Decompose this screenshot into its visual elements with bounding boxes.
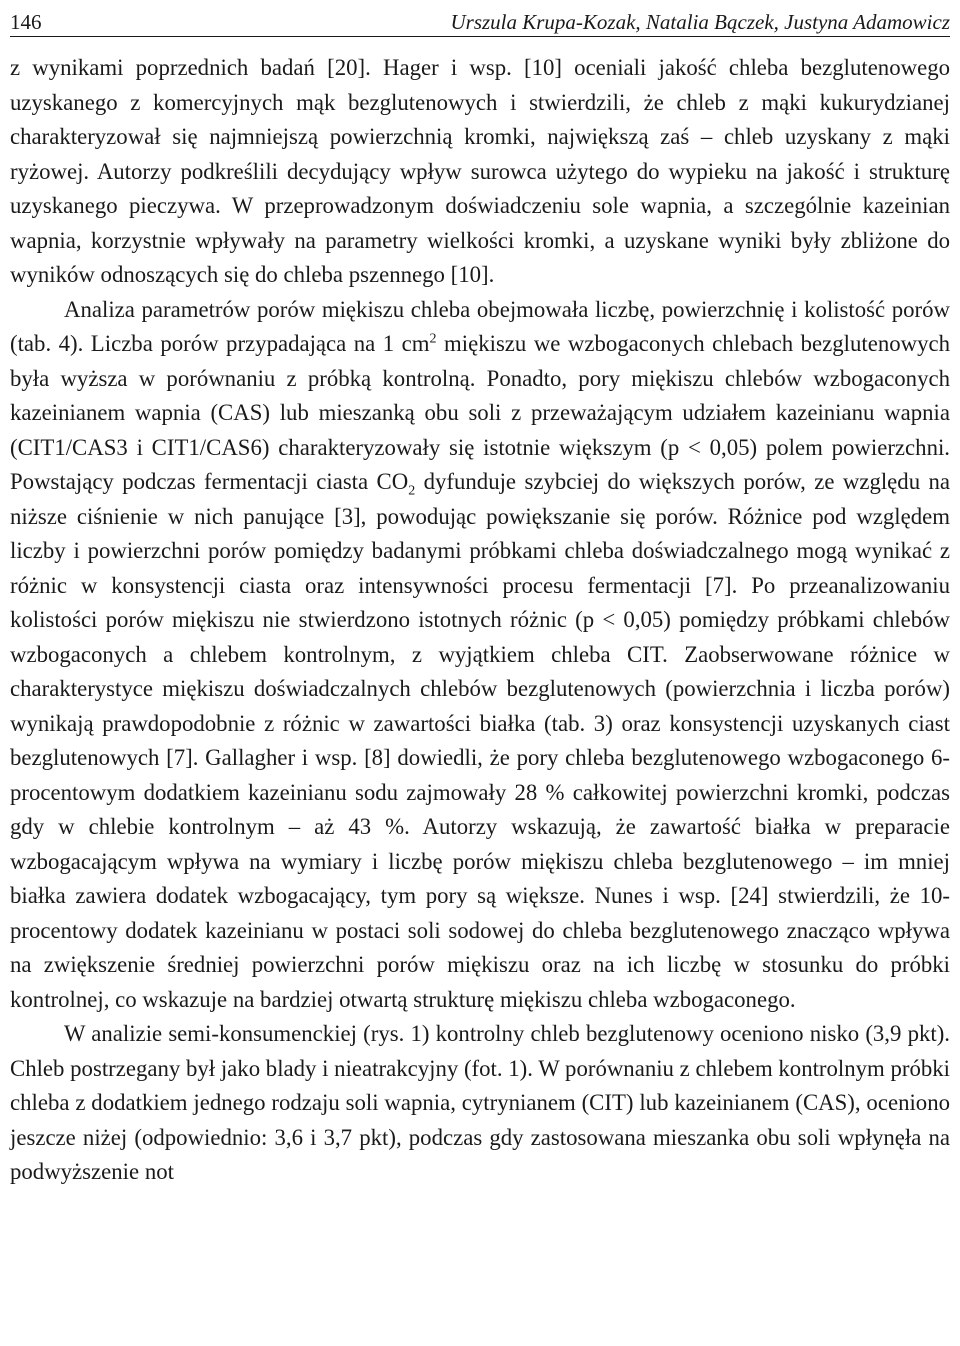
paragraph-2-part-3: dyfunduje szybciej do większych porów, ze względu na niższe ciśnienie w nich panujące [3], powodując powiększanie się porów. Różnice pod względem liczby i powierzchni porów pomiędzy badanymi próbkami chleba doświadczalnego mogą wynikać z różnic w konsystencji ciasta oraz intensywności procesu fermentacji [7]. Po przeanalizowaniu kolistości porów miękiszu nie stwierdzono istotnych różnic (p < 0,05) pomiędzy próbkami chlebów wzbogaconych a chlebem kontrolnym, z wyjątkiem chleba CIT. Zaobserwowane różnice w charakterystyce miękiszu doświadczalnych chlebów bezglutenowych (powierzchnia i liczba porów) wynikają prawdopodobnie z różnic w zawartości białka (tab. 3) oraz konsystencji uzyskanych ciast bezglutenowych [7]. Gallagher i wsp. [8] dowiedli, że pory chleba bezglutenowego wzbogaconego 6-procentowym dodatkiem kazeinianu sodu zajmowały 28 % całkowitej powierzchni kromki, podczas gdy w chlebie kontrolnym – aż 43 %. Autorzy wskazują, że zawartość białka w preparacie wzbogacającym wpływa na wymiary i liczbę porów miękiszu chleba bezglutenowego – im mniej białka zawiera dodatek wzbogacający, tym pory są większe. Nunes i wsp. [24] stwierdzili, że 10-procentowy dodatek kazeinianu w postaci soli sodowej do chleba bezglutenowego znacząco wpływa na zwiększenie średniej powierzchni porów miękiszu oraz na ich liczbę w stosunku do próbki kontrolnej, co wskazuje na bardziej otwartą strukturę miękiszu chleba wzbogaconego.	[10, 469, 951, 1012]
running-head-authors: Urszula Krupa-Kozak, Natalia Bączek, Justyna Adamowicz	[450, 10, 950, 34]
paragraph-1: z wynikami poprzednich badań [20]. Hager i wsp. [10] oceniali jakość chleba bezglutenowego uzyskanego z komercyjnych mąk bezglutenowych i stwierdzili, że chleb z mąki kukurydzianej charakteryzował się najmniejszą powierzchnią kromki, największą zaś – chleb uzyskany z mąki ryżowej. Autorzy podkreślili decydujący wpływ surowca użytego do wypieku na jakość i strukturę uzyskanego pieczywa. W przeprowadzonym doświadczeniu sole wapnia, a szczególnie kazeinian wapnia, korzystnie wpływały na parametry wielkości kromki, a uzyskane wyniki były zbliżone do wyników odnoszących się do chleba pszennego [10].	[10, 55, 950, 287]
subscript-2: 2	[408, 483, 416, 499]
paragraph-2-part-1: Analiza parametrów porów miękiszu chleba obejmowała liczbę, powierzchnię i kolistość porów (tab. 4). Liczba porów przypadająca na 1 cm	[10, 296, 950, 356]
paragraph-2-part-2: miękiszu we wzbogaconych chlebach bezglutenowych była wyższa w porównaniu z próbką kontrolną. Ponadto, pory miękiszu chlebów wzbogaconych kazeinianem wapnia (CAS) lub mieszanką obu soli z przeważającym udziałem kazeinianu wapnia (CIT1/CAS3 i CIT1/CAS6) charakteryzowały się istotnie większym (p < 0,05) polem powierzchni. Powstający podczas fermentacji ciasta CO	[10, 331, 950, 494]
paragraph-2	[10, 293, 950, 1018]
body-text	[10, 51, 950, 1190]
superscript-2: 2	[429, 331, 437, 347]
paragraph-3: W analizie semi-konsumenckiej (rys. 1) kontrolny chleb bezglutenowy oceniono nisko (3,9 pkt). Chleb postrzegany był jako blady i nieatrakcyjny (fot. 1). W porównaniu z chlebem kontrolnym próbki chleba z dodatkiem jednego rodzaju soli wapnia, cytrynianem (CIT) lub kazeinianem (CAS), oceniono jeszcze niżej (odpowiednio: 3,6 i 3,7 pkt), podczas gdy zastosowana mieszanka obu soli wpłynęła na podwyższenie not	[10, 1021, 950, 1184]
page-number: 146	[10, 10, 42, 34]
running-head	[10, 2, 950, 37]
